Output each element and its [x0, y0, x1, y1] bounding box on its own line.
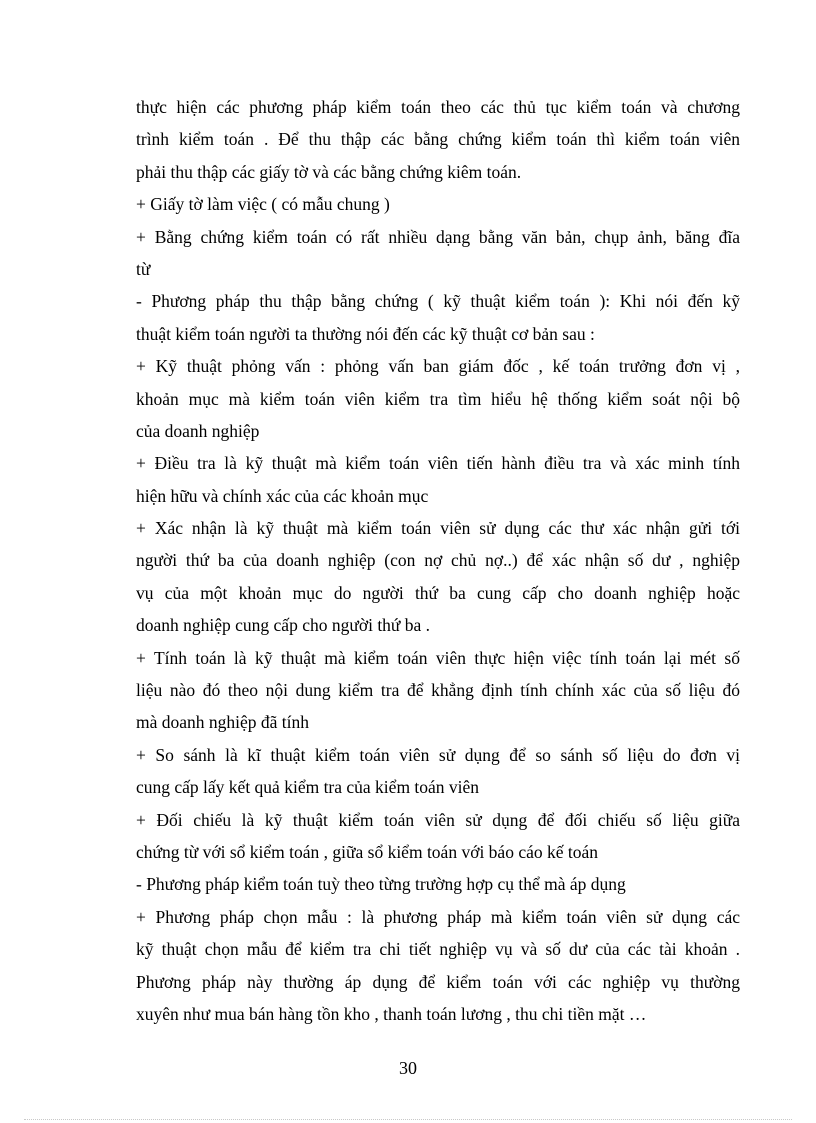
- text-line: khoản mục mà kiểm toán viên kiểm tra tìm hiểu hệ thống kiểm soát nội bộ: [136, 388, 740, 409]
- text-line: + Đối chiếu là kỹ thuật kiểm toán viên sử dụng để đối chiếu số liệu giữa: [136, 809, 740, 830]
- text-line: xuyên như mua bán hàng tồn kho , thanh toán lương , thu chi tiền mặt …: [136, 1003, 647, 1024]
- text-line: hiện hữu và chính xác của các khoản mục: [136, 485, 429, 506]
- text-line: + Kỹ thuật phỏng vấn : phỏng vấn ban giám đốc , kế toán trưởng đơn vị ,: [136, 356, 740, 377]
- text-line: từ: [136, 258, 151, 279]
- text-line: kỹ thuật chọn mẫu để kiểm tra chi tiết nghiệp vụ và số dư của các tài khoản .: [136, 939, 740, 960]
- text-line: vụ của một khoản mục do người thứ ba cung cấp cho doanh nghiệp hoặc: [136, 582, 740, 603]
- text-line: thực hiện các phương pháp kiểm toán theo các thủ tục kiểm toán và chương: [136, 97, 740, 117]
- text-line: chứng từ với sổ kiểm toán , giữa sổ kiểm toán với báo cáo kế toán: [136, 841, 599, 862]
- text-line: của doanh nghiệp: [136, 420, 260, 441]
- text-line: + Xác nhận là kỹ thuật mà kiểm toán viên sử dụng các thư xác nhận gửi tới: [136, 518, 740, 539]
- text-line: - Phương pháp kiểm toán tuỳ theo từng trường hợp cụ thể mà áp dụng: [136, 874, 626, 895]
- text-line: thuật kiểm toán người ta thường nói đến các kỹ thuật cơ bản sau :: [136, 323, 595, 344]
- document-body: [136, 91, 740, 1030]
- text-line: + Tính toán là kỹ thuật mà kiểm toán viên thực hiện việc tính toán lại mét số: [136, 647, 740, 668]
- text-line: + Điều tra là kỹ thuật mà kiểm toán viên tiến hành điều tra và xác minh tính: [136, 453, 740, 474]
- text-line: mà doanh nghiệp đã tính: [136, 712, 310, 733]
- text-line: người thứ ba của doanh nghiệp (con nợ chủ nợ..) để xác nhận số dư , nghiệp: [136, 550, 740, 571]
- text-line: + Bằng chứng kiểm toán có rất nhiều dạng bằng văn bản, chụp ảnh, băng đĩa: [136, 226, 740, 247]
- text-line: cung cấp lấy kết quả kiểm tra của kiểm toán viên: [136, 777, 480, 798]
- text-line: + So sánh là kĩ thuật kiểm toán viên sử dụng để so sánh số liệu do đơn vị: [136, 744, 740, 765]
- page-number: 30: [399, 1058, 417, 1078]
- text-line: + Giấy tờ làm việc ( có mẫu chung ): [136, 194, 390, 215]
- bottom-divider: [24, 1119, 792, 1120]
- text-line: - Phương pháp thu thập bằng chứng ( kỹ thuật kiểm toán ): Khi nói đến kỹ: [136, 291, 740, 312]
- text-line: phải thu thập các giấy tờ và các bằng chứng kiêm toán.: [136, 161, 522, 182]
- text-line: + Phương pháp chọn mẫu : là phương pháp mà kiểm toán viên sử dụng các: [136, 906, 740, 927]
- text-line: doanh nghiệp cung cấp cho người thứ ba .: [136, 615, 431, 636]
- text-line: trình kiểm toán . Để thu thập các bằng chứng kiểm toán thì kiểm toán viên: [136, 129, 740, 150]
- text-line: liệu nào đó theo nội dung kiểm tra để khẳng định tính chính xác của số liệu đó: [136, 680, 740, 701]
- text-line: Phương pháp này thường áp dụng để kiểm toán với các nghiệp vụ thường: [136, 971, 740, 992]
